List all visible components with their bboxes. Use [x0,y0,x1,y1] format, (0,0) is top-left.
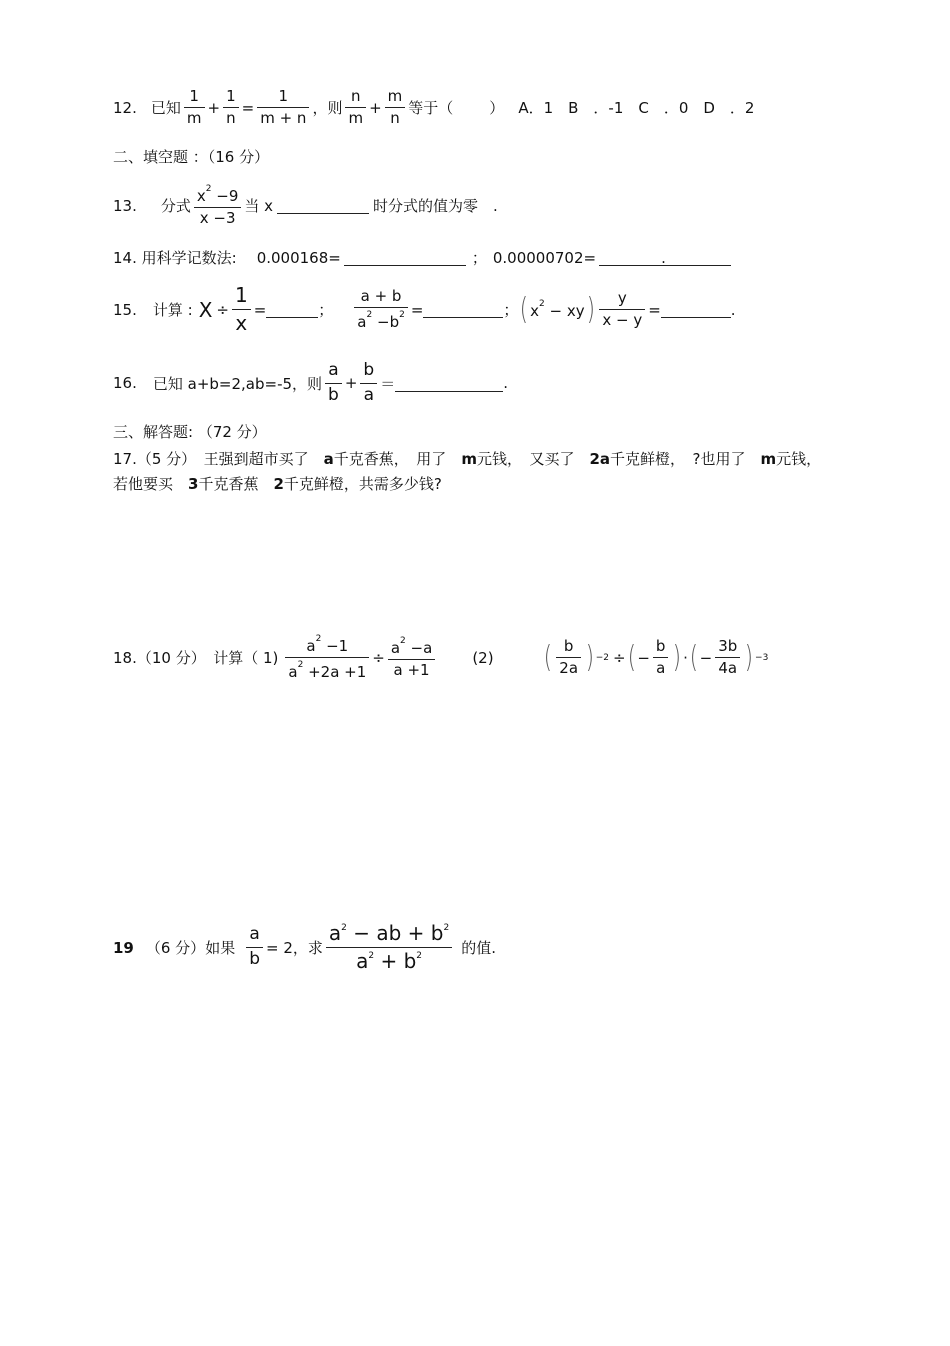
q13-text: 当 x [244,197,274,216]
frac-numerator: 3b [718,637,738,655]
q18-part-2-label: (2) [472,648,494,667]
q19-fraction-2 [326,922,452,973]
frac-numerator: b [363,360,375,380]
frac-denominator: m + n [260,109,307,128]
question-18 [113,634,768,682]
q19-condition: = 2，求 [266,939,323,957]
right-paren: ) [585,639,594,675]
frac-numerator: $a^2$ − ab + $b^2$ [328,921,450,945]
divide-sign: ÷ [216,300,229,319]
q17-text: 千克香蕉， 用了 [333,450,462,468]
q15-fraction-2 [354,288,408,332]
left-paren: ( [627,639,636,675]
equals-sign: = [648,300,661,319]
frac-denominator: 4a [718,659,738,678]
q14-dot: . [661,249,666,267]
section-2-text: 二、填空题 ：（16 分） [113,148,270,166]
q12-number: 12. [113,98,137,117]
q14-label: 14. 用科学记数法: [113,249,237,267]
q15-fraction-1 [232,284,251,335]
equals-sign: = [410,300,424,319]
q19-if: 如果 [205,939,236,957]
q18-fraction-2 [388,636,435,680]
frac-denominator: b [328,384,339,405]
q19-fraction-1 [246,925,263,969]
divide-sign: ÷ [613,648,626,667]
q16-fraction-2 [360,361,377,405]
section-3-text: 三、解答题: （72 分） [113,423,267,441]
q17-text: 千克鲜橙，共需多少钱? [283,475,442,493]
answer-blank[interactable] [661,301,731,318]
q17-text: 若他要买 [113,475,189,493]
equals-sign: = [253,300,267,319]
q13-fraction [194,184,242,228]
left-paren: ( [543,639,552,675]
frac-denominator: 2a [559,659,579,678]
q13-tail: 时分式的值为零 . [373,197,498,216]
minus-sign: − [699,648,713,667]
frac-numerator: 1 [234,283,248,307]
frac-denominator: $a^2 -b^2$ [357,310,405,331]
q18-fraction-1 [285,634,369,682]
q17-var: a [323,449,334,468]
plus-sign: + [369,98,382,117]
separator: ； [503,301,519,319]
q16-fraction-1 [325,361,342,405]
q17-var: m [760,449,777,468]
q14-value-a: 0.000168= [256,248,341,267]
q19-points: （6 分） [145,939,206,957]
answer-blank[interactable] [277,197,369,214]
question-13 [113,184,498,228]
q12-fraction-1 [184,88,205,128]
q12-fraction-5 [385,88,406,128]
frac-numerator: 1 [226,87,236,105]
q17-var: 2 [273,474,284,493]
q15-label: 计算 : [152,301,193,319]
question-15 [113,284,736,335]
q12-fraction-4 [345,88,366,128]
q12-intro: 已知 [150,99,181,118]
separator: ； [318,301,334,319]
q16-dot: . [503,374,508,393]
q12-close-paren: ） [489,99,505,118]
q12-then: ，则 [312,99,343,118]
plus-sign: + [344,374,358,393]
q15-fraction-3 [599,290,645,330]
frac-denominator: x −3 [199,209,236,228]
q16-number: 16. [113,374,137,393]
equals-sign: = [241,98,255,117]
frac-denominator: m [186,109,202,128]
right-paren: ) [673,639,682,675]
q17-var: 3 [188,474,199,493]
frac-numerator: m [387,87,403,105]
frac-numerator: n [351,87,361,105]
frac-denominator: $a^2 + b^2$ [356,949,422,973]
q16-label: 已知 a+b=2,ab=-5，则 [152,374,323,393]
frac-denominator: a [363,384,375,405]
q17-text: 17.（5 分） 王强到超市买了 [113,450,324,468]
q12-fraction-3 [257,88,309,128]
frac-numerator: b [655,637,666,655]
frac-denominator: m [348,109,364,128]
q15-number: 15. [113,300,137,319]
q13-label: 分式 [160,197,191,216]
question-17-line-2 [113,473,442,494]
q13-number: 13. [113,196,137,215]
frac-denominator: $a^2 +2a +1$ [288,660,367,682]
answer-blank[interactable] [599,249,731,266]
q12-options: A．1 B ．-1 C ．0 D ．2 [518,99,755,118]
minus-sign: − [637,648,650,667]
q12-fraction-2 [223,88,239,128]
question-16 [113,361,508,405]
q15-poly: $x^2$ − xy [530,299,585,320]
q18-fraction-5 [715,638,740,678]
frac-denominator: n [226,109,236,128]
multiply-dot: · [683,648,688,667]
plus-sign: + [207,98,221,117]
question-12 [113,88,754,128]
left-paren: ( [689,639,698,675]
section-2-heading [113,146,269,167]
left-paren: ( [520,291,529,327]
right-paren: ) [586,291,595,327]
q19-number: 19 [113,938,134,957]
q15-dot: . [730,300,736,319]
q14-separator: ； [471,249,487,267]
frac-numerator: y [617,288,627,307]
frac-denominator: x [235,311,248,335]
q17-var: m [461,449,477,468]
q19-tail: 的值. [461,939,496,957]
q17-var: 2a [589,449,611,468]
right-paren: ) [745,639,754,675]
q17-text: 元钱， [776,450,822,468]
answer-blank[interactable] [266,301,318,318]
q18-fraction-4 [653,638,669,678]
divide-sign: ÷ [372,648,385,667]
frac-denominator: a +1 [393,661,430,680]
q17-text: 千克鲜橙， ?也用了 [610,450,761,468]
equals-sign: ＝ [380,374,396,393]
q12-equals-text: 等于（ [408,99,454,118]
exponent: −3 [755,652,769,663]
question-14 [113,247,731,268]
exponent: −2 [595,652,610,663]
frac-denominator: n [390,109,400,128]
frac-denominator: b [249,949,260,969]
frac-numerator: $a^2 -1$ [306,634,349,655]
frac-numerator: a + b [360,286,402,305]
answer-blank[interactable] [344,249,466,266]
q14-value-b: 0.00000702= [492,248,597,267]
frac-numerator: $a^2 -a$ [390,636,433,657]
frac-numerator: a [249,924,260,945]
q17-text: 千克香蕉 [198,475,274,493]
q15-x: X [198,297,213,322]
question-17-line-1 [113,448,821,469]
q17-text: 元钱， 又买了 [476,450,590,468]
frac-numerator: $x^2 -9$ [196,184,239,205]
q18-fraction-3 [556,638,581,678]
answer-blank[interactable] [395,375,503,392]
question-19 [113,922,496,973]
frac-numerator: 1 [278,87,289,105]
q18-label: 18.（10 分） 计算（ 1) [113,649,279,668]
section-3-heading [113,421,267,442]
frac-denominator: a [656,659,666,678]
frac-numerator: a [328,360,339,380]
answer-blank[interactable] [423,301,503,318]
frac-numerator: 1 [189,87,199,105]
frac-numerator: b [563,637,574,655]
frac-denominator: x − y [602,311,643,329]
